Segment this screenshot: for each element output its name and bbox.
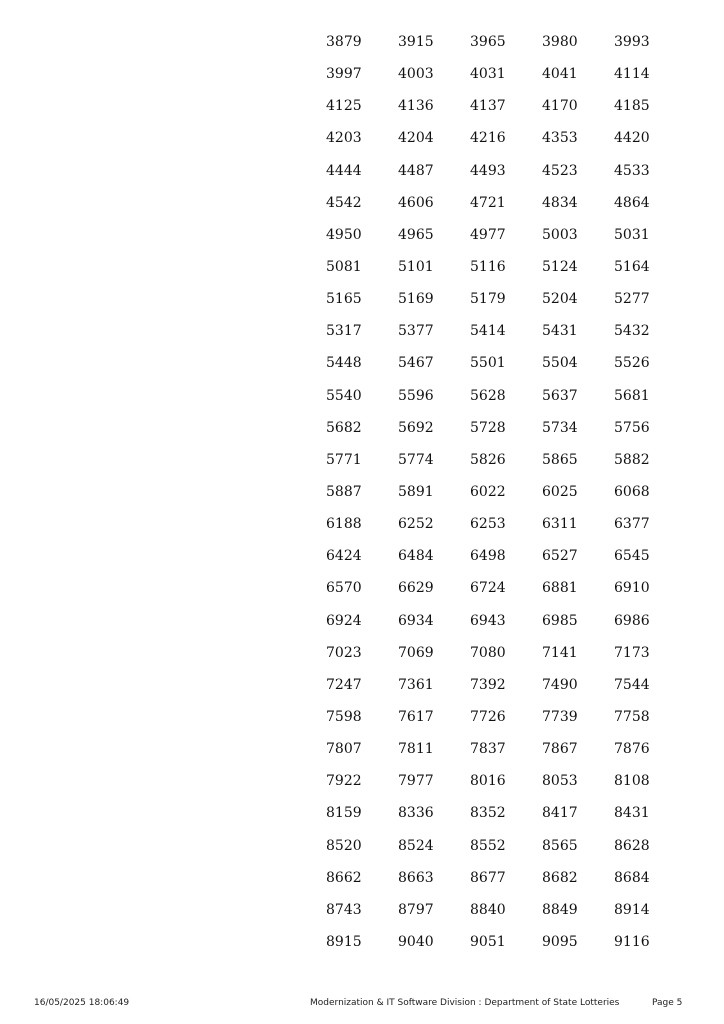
number-cell: 8431: [614, 805, 650, 822]
number-row: [326, 444, 666, 476]
number-cell: 7490: [542, 676, 578, 693]
footer-timestamp: 16/05/2025 18:06:49: [34, 998, 130, 1008]
page-footer: [0, 998, 724, 1014]
number-cell: 5526: [614, 355, 650, 372]
number-cell: 8552: [470, 837, 506, 854]
number-cell: 4420: [614, 130, 650, 147]
number-cell: 5501: [470, 355, 506, 372]
number-cell: 7069: [398, 644, 434, 661]
number-cell: 5317: [326, 323, 362, 340]
number-cell: 6068: [614, 484, 650, 501]
number-cell: 7867: [542, 741, 578, 758]
number-cell: 5628: [470, 387, 506, 404]
number-row: [326, 251, 666, 283]
number-row: [326, 669, 666, 701]
number-cell: 5728: [470, 419, 506, 436]
number-row: [326, 476, 666, 508]
number-row: [326, 412, 666, 444]
number-cell: 4041: [542, 66, 578, 83]
number-cell: 3965: [470, 34, 506, 51]
number-cell: 5164: [614, 259, 650, 276]
number-cell: 7758: [614, 709, 650, 726]
number-row: [326, 187, 666, 219]
number-row: [326, 605, 666, 637]
number-cell: 5887: [326, 484, 362, 501]
number-cell: 5637: [542, 387, 578, 404]
number-cell: 4353: [542, 130, 578, 147]
number-cell: 6527: [542, 548, 578, 565]
number-cell: 8565: [542, 837, 578, 854]
number-cell: 4542: [326, 194, 362, 211]
number-cell: 5681: [614, 387, 650, 404]
number-cell: 8914: [614, 901, 650, 918]
number-row: [326, 540, 666, 572]
number-cell: 7247: [326, 676, 362, 693]
number-cell: 8677: [470, 869, 506, 886]
number-cell: 5756: [614, 419, 650, 436]
number-cell: 4493: [470, 162, 506, 179]
number-cell: 4864: [614, 194, 650, 211]
number-cell: 6910: [614, 580, 650, 597]
number-cell: 8743: [326, 901, 362, 918]
number-cell: 9040: [398, 934, 434, 950]
number-cell: 6252: [398, 516, 434, 533]
number-cell: 5116: [470, 259, 506, 276]
number-cell: 4834: [542, 194, 578, 211]
number-cell: 7726: [470, 709, 506, 726]
number-cell: 8797: [398, 901, 434, 918]
number-cell: 4137: [470, 98, 506, 115]
number-cell: 6934: [398, 612, 434, 629]
number-cell: 7837: [470, 741, 506, 758]
number-cell: 4216: [470, 130, 506, 147]
number-cell: 8520: [326, 837, 362, 854]
number-cell: 4444: [326, 162, 362, 179]
number-cell: 5682: [326, 419, 362, 436]
number-cell: 4977: [470, 226, 506, 243]
number-cell: 4203: [326, 130, 362, 147]
number-cell: 4523: [542, 162, 578, 179]
number-cell: 5003: [542, 226, 578, 243]
number-cell: 4185: [614, 98, 650, 115]
number-row: [326, 926, 666, 958]
number-cell: 7173: [614, 644, 650, 661]
number-cell: 5692: [398, 419, 434, 436]
number-cell: 3993: [614, 34, 650, 51]
number-cell: 8159: [326, 805, 362, 822]
number-row: [326, 572, 666, 604]
number-cell: 7977: [398, 773, 434, 790]
number-cell: 4136: [398, 98, 434, 115]
number-cell: 9051: [470, 934, 506, 950]
number-cell: 5448: [326, 355, 362, 372]
number-cell: 8053: [542, 773, 578, 790]
number-cell: 5774: [398, 451, 434, 468]
number-row: [326, 765, 666, 797]
number-cell: 7080: [470, 644, 506, 661]
number-row: [326, 894, 666, 926]
number-cell: 5431: [542, 323, 578, 340]
number-cell: 8108: [614, 773, 650, 790]
number-cell: 8662: [326, 869, 362, 886]
number-cell: 5169: [398, 291, 434, 308]
number-cell: 7392: [470, 676, 506, 693]
number-cell: 5124: [542, 259, 578, 276]
number-row: [326, 122, 666, 154]
number-cell: 9095: [542, 934, 578, 950]
number-cell: 6986: [614, 612, 650, 629]
number-cell: 7811: [398, 741, 434, 758]
number-row: [326, 58, 666, 90]
winning-numbers-grid: [326, 26, 666, 958]
number-row: [326, 219, 666, 251]
number-row: [326, 862, 666, 894]
number-cell: 5031: [614, 226, 650, 243]
number-cell: 6881: [542, 580, 578, 597]
number-cell: 4204: [398, 130, 434, 147]
number-cell: 5771: [326, 451, 362, 468]
number-cell: 6724: [470, 580, 506, 597]
number-cell: 7544: [614, 676, 650, 693]
number-cell: 6924: [326, 612, 362, 629]
number-cell: 5432: [614, 323, 650, 340]
number-row: [326, 26, 666, 58]
number-cell: 7876: [614, 741, 650, 758]
number-cell: 3980: [542, 34, 578, 51]
number-cell: 5865: [542, 451, 578, 468]
number-cell: 6188: [326, 516, 362, 533]
number-cell: 5377: [398, 323, 434, 340]
number-cell: 5882: [614, 451, 650, 468]
number-row: [326, 830, 666, 862]
number-cell: 5540: [326, 387, 362, 404]
number-cell: 5101: [398, 259, 434, 276]
number-cell: 8684: [614, 869, 650, 886]
number-cell: 4114: [614, 66, 650, 83]
number-cell: 6022: [470, 484, 506, 501]
number-cell: 5081: [326, 259, 362, 276]
number-cell: 4031: [470, 66, 506, 83]
number-cell: 8016: [470, 773, 506, 790]
number-cell: 5277: [614, 291, 650, 308]
number-cell: 6545: [614, 548, 650, 565]
number-cell: 6311: [542, 516, 578, 533]
number-cell: 9116: [614, 934, 650, 950]
footer-division: Modernization & IT Software Division : Department of State Lotteries: [310, 998, 620, 1008]
number-cell: 4965: [398, 226, 434, 243]
number-cell: 4721: [470, 194, 506, 211]
number-cell: 3997: [326, 66, 362, 83]
number-cell: 6985: [542, 612, 578, 629]
number-cell: 7361: [398, 676, 434, 693]
number-cell: 7922: [326, 773, 362, 790]
number-cell: 5467: [398, 355, 434, 372]
number-cell: 5734: [542, 419, 578, 436]
number-cell: 6424: [326, 548, 362, 565]
number-cell: 8849: [542, 901, 578, 918]
number-cell: 4125: [326, 98, 362, 115]
number-cell: 5165: [326, 291, 362, 308]
number-cell: 5891: [398, 484, 434, 501]
number-row: [326, 797, 666, 829]
number-cell: 4170: [542, 98, 578, 115]
number-row: [326, 90, 666, 122]
footer-page-number: Page 5: [652, 998, 683, 1008]
number-cell: 5826: [470, 451, 506, 468]
number-cell: 6498: [470, 548, 506, 565]
number-cell: 5596: [398, 387, 434, 404]
number-row: [326, 637, 666, 669]
number-row: [326, 155, 666, 187]
number-cell: 7598: [326, 709, 362, 726]
number-row: [326, 380, 666, 412]
number-cell: 8352: [470, 805, 506, 822]
number-cell: 7023: [326, 644, 362, 661]
number-cell: 4950: [326, 226, 362, 243]
number-cell: 5204: [542, 291, 578, 308]
number-cell: 7141: [542, 644, 578, 661]
number-cell: 7807: [326, 741, 362, 758]
number-cell: 8628: [614, 837, 650, 854]
number-cell: 4003: [398, 66, 434, 83]
number-row: [326, 508, 666, 540]
number-cell: 6570: [326, 580, 362, 597]
number-row: [326, 701, 666, 733]
number-cell: 6943: [470, 612, 506, 629]
number-cell: 3879: [326, 34, 362, 51]
number-row: [326, 347, 666, 379]
number-row: [326, 315, 666, 347]
number-cell: 6025: [542, 484, 578, 501]
number-cell: 7617: [398, 709, 434, 726]
number-cell: 4533: [614, 162, 650, 179]
number-cell: 8840: [470, 901, 506, 918]
number-row: [326, 733, 666, 765]
number-cell: 6253: [470, 516, 506, 533]
number-cell: 5179: [470, 291, 506, 308]
number-cell: 8663: [398, 869, 434, 886]
number-cell: 3915: [398, 34, 434, 51]
number-cell: 5504: [542, 355, 578, 372]
number-cell: 7739: [542, 709, 578, 726]
number-cell: 6484: [398, 548, 434, 565]
number-cell: 6629: [398, 580, 434, 597]
number-cell: 8524: [398, 837, 434, 854]
number-cell: 4606: [398, 194, 434, 211]
number-cell: 8336: [398, 805, 434, 822]
number-cell: 8915: [326, 934, 362, 950]
number-cell: 4487: [398, 162, 434, 179]
number-cell: 6377: [614, 516, 650, 533]
number-cell: 8417: [542, 805, 578, 822]
number-row: [326, 283, 666, 315]
number-cell: 5414: [470, 323, 506, 340]
number-cell: 8682: [542, 869, 578, 886]
